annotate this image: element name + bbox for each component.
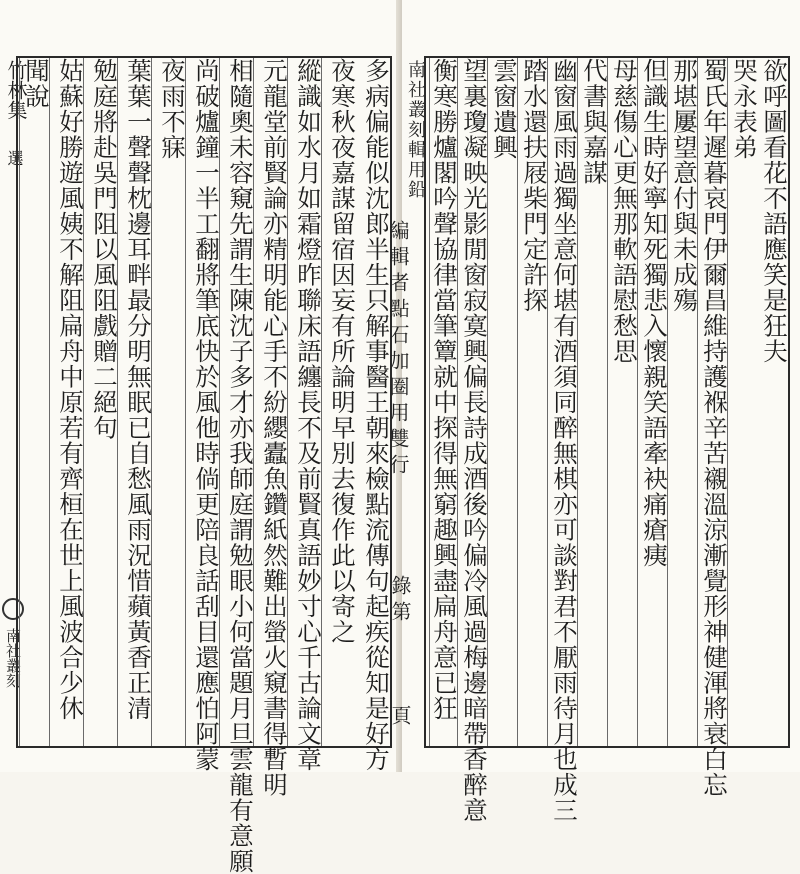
text-column: 縱識如水月如霜燈昨聯床語纏長不及前賢真語妙寸心千古論文章 — [287, 58, 320, 746]
left-text-frame — [16, 56, 392, 874]
left-margin-title: 竹林集 — [4, 60, 28, 120]
left-margin-imprint: 南社叢刻 — [4, 628, 22, 688]
text-column: 踏水還扶屐柴門定許探 — [517, 58, 546, 746]
text-column: 衡寒勝爐閣吟聲協律當筆簟就中探得無窮趣興盡扁舟意已狂 — [429, 58, 456, 746]
text-column: 但識生時好寧知死獨悲入懷親笑語牽袂痛瘡痍 — [637, 58, 666, 746]
right-margin-note: 南社叢刻輯用鉛 — [405, 60, 426, 200]
text-column: 姑蘇好勝遊風姨不解阻扁舟中原若有齊桓在世上風波合少休 — [49, 58, 82, 746]
text-column: 聞說 — [19, 58, 48, 746]
page-label: 頁 — [388, 705, 412, 731]
text-column: 元龍堂前賢論亦精明能心手不紛纓蠹魚鑽紙然難出螢火窺書得暫明 — [253, 58, 286, 746]
section-label: 錄第 — [388, 575, 412, 627]
text-column: 代書與嘉謀 — [577, 58, 606, 746]
editor-line: 編輯者點石加圈用雙行 — [386, 220, 410, 480]
text-column: 勉庭將赴吳門阻以風阻戲贈二絕句 — [83, 58, 116, 746]
text-column: 雲窗遺興 — [487, 58, 516, 746]
right-text-frame — [424, 56, 790, 823]
text-column: 葉葉一聲聲枕邊耳畔最分明無眠已自愁風雨況惜蘋黃香正清 — [117, 58, 150, 746]
text-column: 夜寒秋夜嘉謀留宿因妄有所論明早別去復作此以寄之 — [321, 58, 354, 746]
text-column: 欲呼圖看花不語應笑是狂夫 — [760, 58, 789, 364]
text-column: 母慈傷心更無那軟語慰愁思 — [607, 58, 636, 746]
right-page — [386, 0, 800, 823]
text-column: 那堪屢望意付與未成殤 — [667, 58, 696, 746]
text-column: 尚破爐鐘一半工翻將筆底快於風他時倘更陪良話刮目還應怕阿蒙 — [185, 58, 218, 746]
text-column: 幽窗風雨過獨坐意何堪有酒須同醉無棋亦可談對君不厭雨待月也成三 — [547, 58, 576, 746]
left-margin-section: 選 — [5, 150, 24, 166]
text-column: 相隨奧未容窺先謂生陳沈子多才亦我師庭謂勉眼小何當題月旦雲龍有意願 — [219, 58, 252, 746]
text-column: 多病偏能似沈郎半生只解事醫王朝來檢點流傳句起疾從知是好方 — [362, 58, 391, 772]
text-column: 哭永表弟 — [727, 58, 756, 746]
text-column: 蜀氏年遲暮哀門伊爾昌維持護褓辛苦襯溫涼漸覺形神健渾將衰白忘 — [697, 58, 726, 746]
text-column: 夜雨不寐 — [151, 58, 184, 746]
text-column: 望裏瓊凝映光影閒窗寂寞興偏長詩成酒後吟偏冷風過梅邊暗帶香醉意 — [457, 58, 486, 746]
